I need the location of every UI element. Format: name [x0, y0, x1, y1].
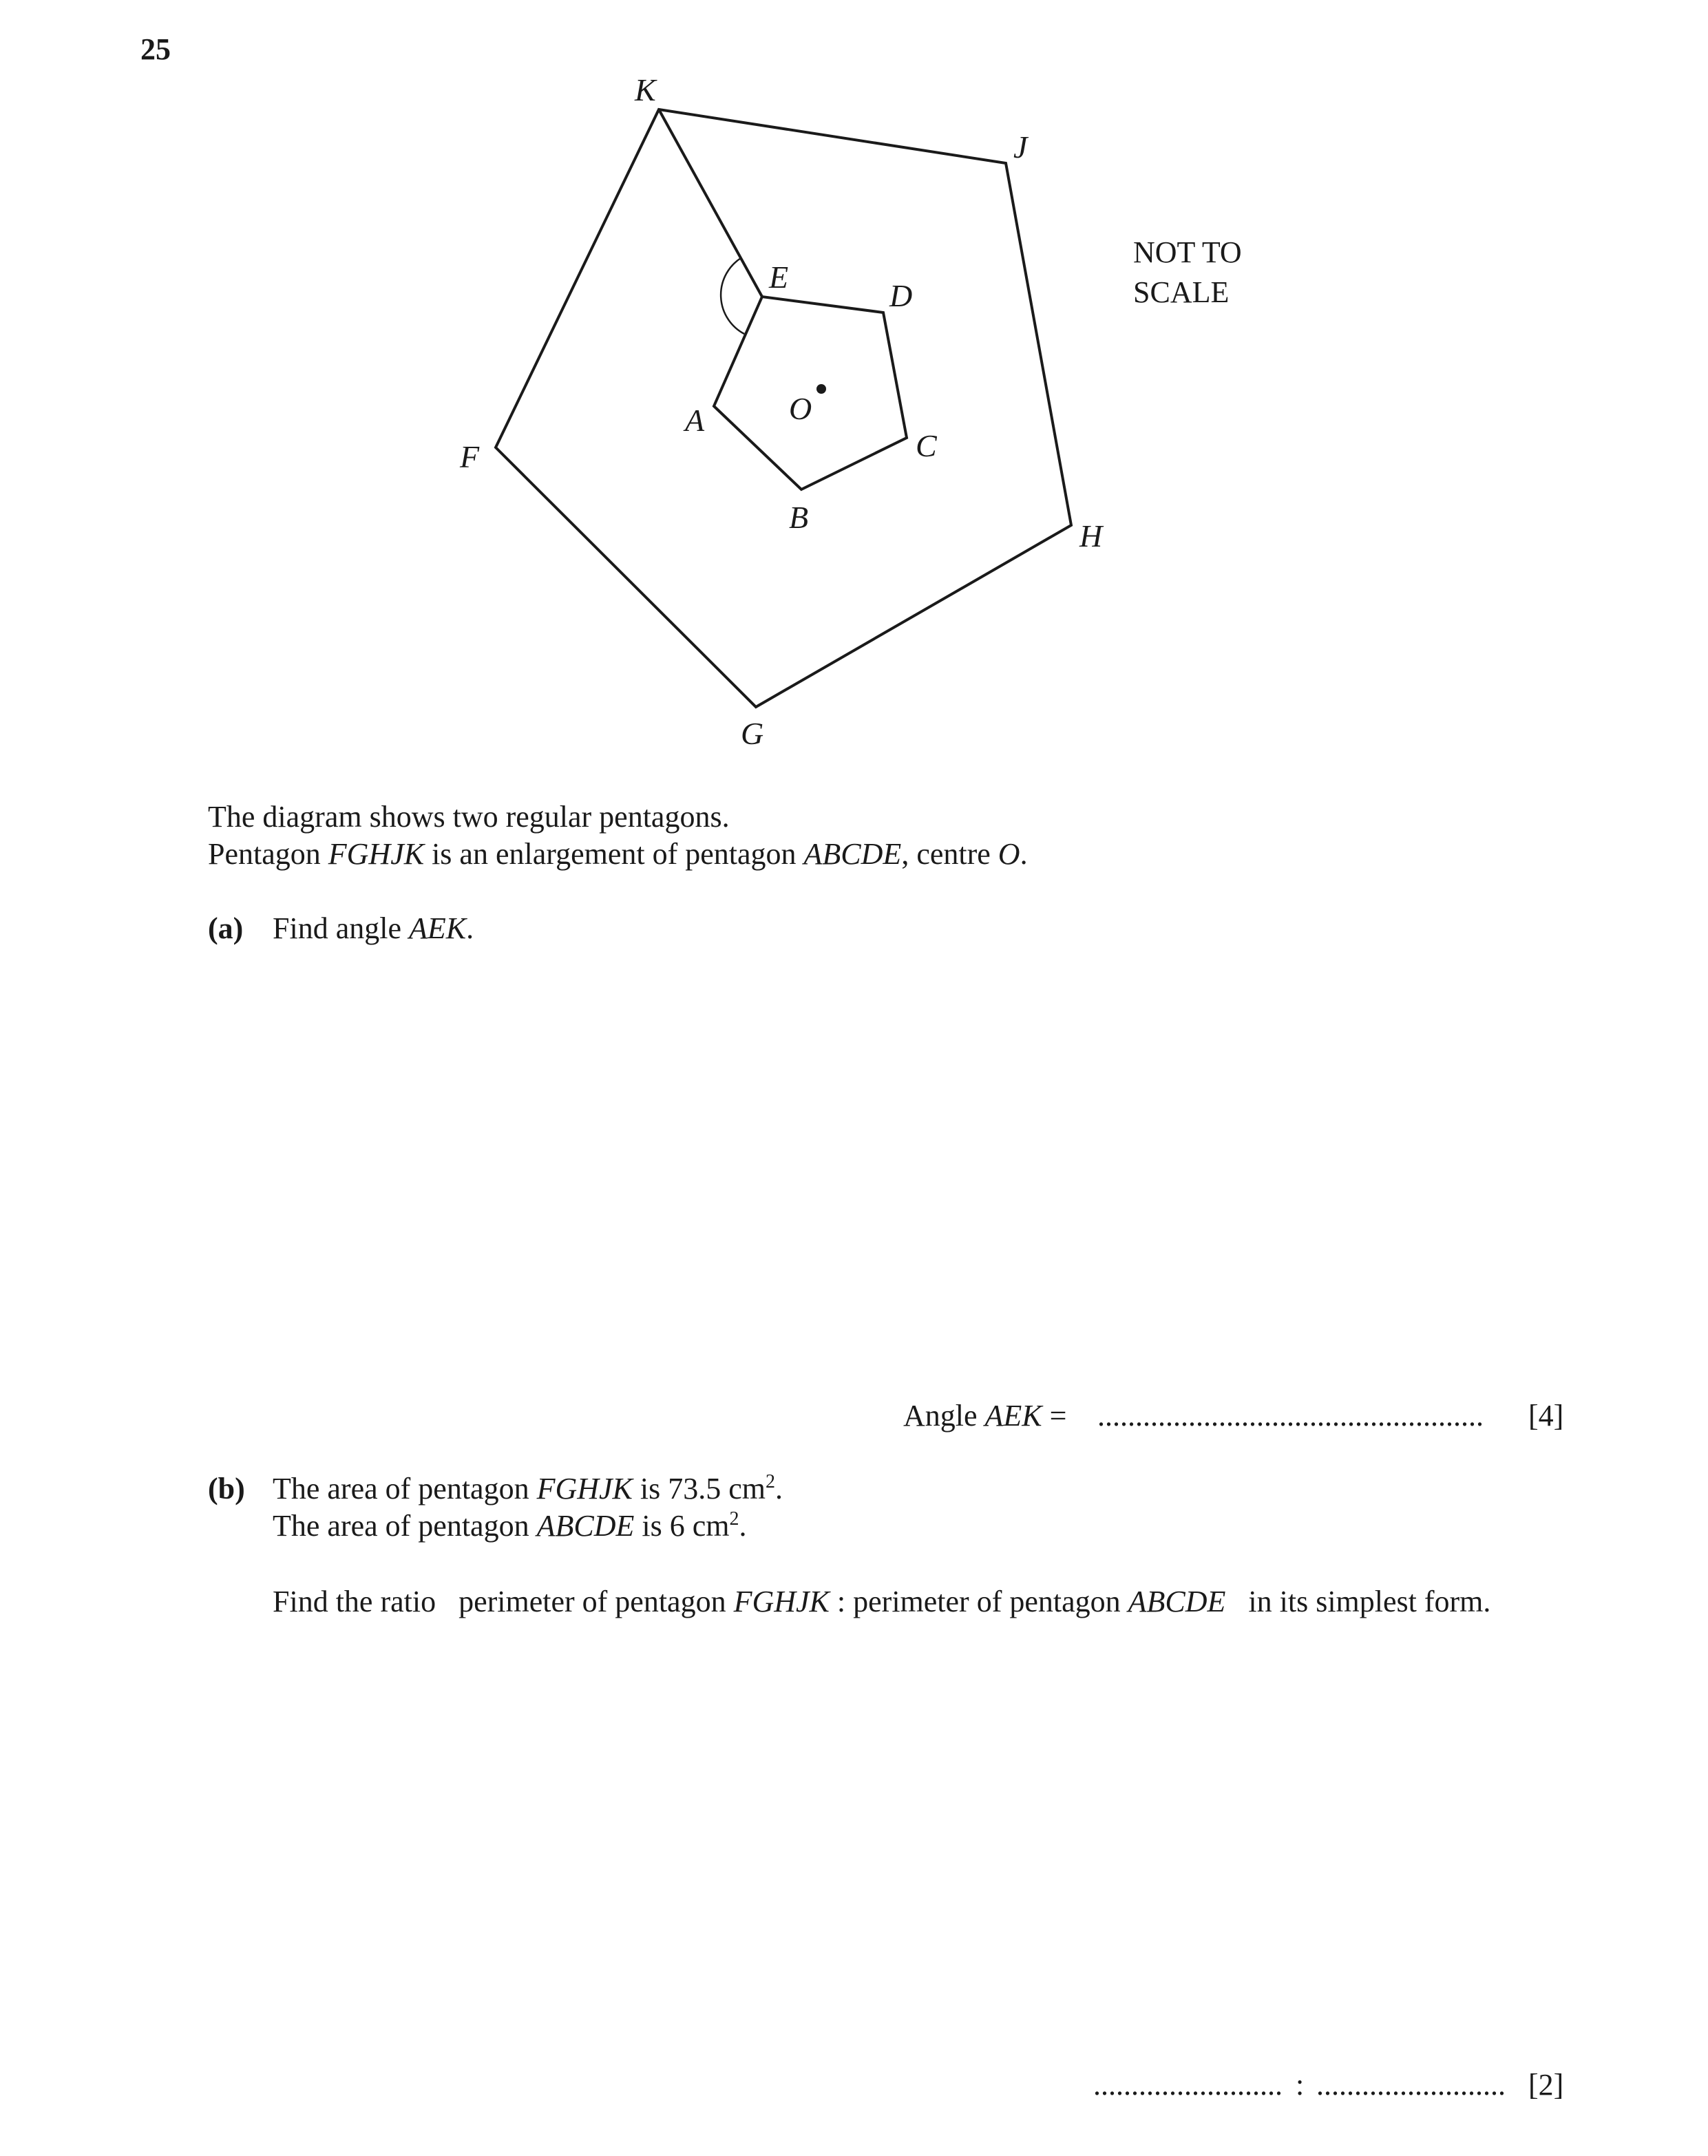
part-b-marker: (b)	[208, 1472, 245, 1505]
intro-text-span: , centre	[901, 837, 998, 871]
label-c: C	[916, 428, 937, 463]
intro-line-1: The diagram shows two regular pentagons.	[208, 800, 730, 834]
inner-pentagon-name: ABCDE	[536, 1509, 635, 1543]
answer-prefix: Angle	[903, 1399, 985, 1433]
part-b-text	[273, 1470, 783, 1545]
part-b-label	[208, 1470, 245, 1508]
intro-line-2	[208, 836, 1028, 873]
note-line-1: NOT TO	[1133, 235, 1242, 269]
label-j: J	[1013, 129, 1028, 165]
label-b: B	[789, 500, 809, 535]
label-k: K	[635, 72, 656, 107]
centre-name: O	[998, 837, 1020, 871]
ratio-colon: :	[1296, 2068, 1305, 2102]
pentagons-diagram	[0, 0, 1708, 771]
part-b-text-span: The area of pentagon	[273, 1472, 537, 1505]
part-b-answer-right[interactable]: .........................	[1316, 2068, 1506, 2102]
unit-exponent: 2	[766, 1471, 776, 1492]
label-a: A	[685, 403, 705, 438]
part-b-text-span: : perimeter of pentagon	[829, 1585, 1128, 1618]
part-b-answer-left[interactable]: .........................	[1093, 2068, 1283, 2102]
outer-pentagon-name: FGHJK	[733, 1585, 830, 1618]
part-a-label	[208, 910, 243, 947]
part-b-text-span: .	[739, 1509, 747, 1543]
unit-exponent: 2	[729, 1508, 739, 1530]
angle-name: AEK	[408, 911, 467, 945]
part-b-text-span: .	[775, 1472, 783, 1505]
label-e: E	[769, 260, 789, 295]
intro-text	[208, 799, 1028, 873]
outer-pentagon-name: FGHJK	[536, 1472, 633, 1505]
part-b-line-2	[273, 1508, 783, 1545]
area-value: is 6 cm	[634, 1509, 730, 1543]
part-b-question	[273, 1583, 1490, 1620]
part-b-line-1	[273, 1470, 783, 1508]
note-line-2: SCALE	[1133, 275, 1230, 309]
intro-text-span: Pentagon	[208, 837, 328, 871]
inner-pentagon-name: ABCDE	[1128, 1585, 1226, 1618]
line-ek	[659, 109, 762, 297]
part-a-answer-field[interactable]: ...................................................	[1097, 1399, 1484, 1433]
part-a-text: Find angle	[273, 911, 409, 945]
label-d: D	[889, 278, 913, 313]
angle-arc-aek	[721, 258, 744, 334]
not-to-scale-note	[1133, 233, 1242, 313]
label-h: H	[1079, 518, 1103, 553]
outer-pentagon-name: FGHJK	[328, 837, 425, 871]
intro-text-span: .	[1020, 837, 1028, 871]
label-g: G	[741, 716, 764, 751]
part-a-marks: [4]	[1528, 1399, 1564, 1433]
answer-equals: =	[1042, 1399, 1067, 1433]
label-f: F	[460, 439, 480, 474]
area-value: is 73.5 cm	[632, 1472, 766, 1505]
inner-pentagon-name: ABCDE	[803, 837, 902, 871]
intro-text-span: is an enlargement of pentagon	[424, 837, 804, 871]
outer-pentagon-fghjk	[496, 109, 1071, 707]
part-a-marker: (a)	[208, 911, 244, 945]
part-a-question	[273, 910, 474, 947]
part-b-marks: [2]	[1528, 2068, 1564, 2102]
part-b-text-span: in its simplest form.	[1225, 1585, 1491, 1618]
question-number: 25	[140, 32, 171, 66]
centre-point-o	[816, 384, 826, 394]
part-a-text-end: .	[466, 911, 474, 945]
part-b-text-span: Find the ratio perimeter of pentagon	[273, 1585, 734, 1618]
label-o: O	[789, 391, 812, 426]
part-b-text-span: The area of pentagon	[273, 1509, 537, 1543]
part-a-answer-line	[903, 1397, 1066, 1435]
answer-angle-name: AEK	[984, 1399, 1042, 1433]
